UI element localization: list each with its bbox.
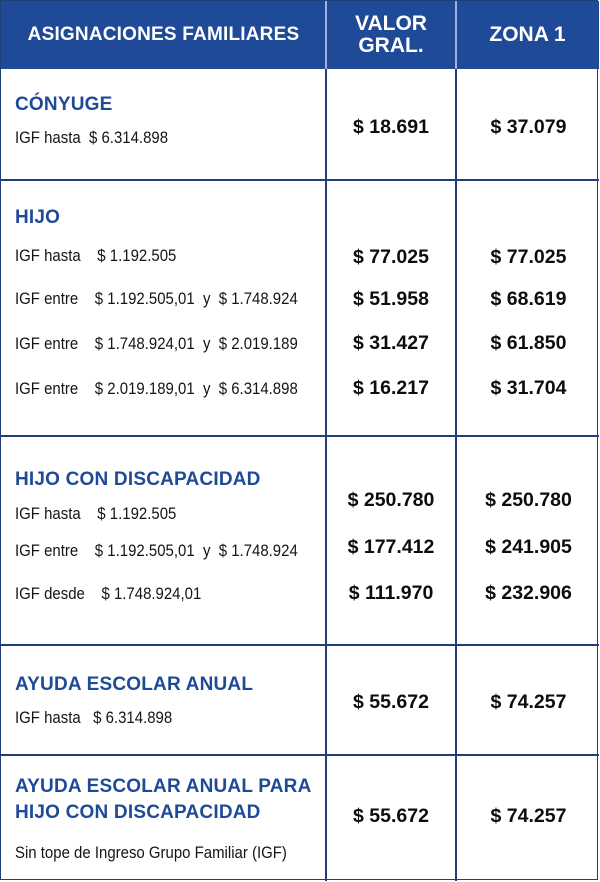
value-zona-1: $ 250.780 xyxy=(485,489,572,511)
section-title: HIJO CON DISCAPACIDAD xyxy=(15,469,261,490)
header-zona-1: ZONA 1 xyxy=(489,23,566,46)
value-general: $ 111.970 xyxy=(348,582,434,604)
section-title xyxy=(15,774,312,826)
row-description: IGF entre $ 1.748.924,01 y $ 2.019.189 xyxy=(15,334,298,353)
row-description: IGF hasta $ 1.192.505 xyxy=(15,246,177,265)
value-zona-1: $ 241.905 xyxy=(485,536,572,558)
value-general: $ 31.427 xyxy=(353,332,429,354)
header-valor-line2: GRAL. xyxy=(358,34,424,57)
value-general: $ 55.672 xyxy=(353,691,429,713)
row-divider xyxy=(1,754,599,756)
value-zona-1: $ 77.025 xyxy=(490,246,567,268)
value-zona-1: $ 232.906 xyxy=(485,582,572,604)
section-title: CÓNYUGE xyxy=(15,94,113,115)
value-general: $ 51.958 xyxy=(353,288,429,310)
row-description: IGF hasta $ 1.192.505 xyxy=(15,504,177,523)
value-zona-1: $ 31.704 xyxy=(490,377,567,399)
value-general: $ 16.217 xyxy=(353,377,429,399)
value-zona-1: $ 68.619 xyxy=(490,288,567,310)
value-zona-1: $ 74.257 xyxy=(490,805,567,827)
value-zona-1: $ 61.850 xyxy=(490,332,567,354)
value-general: $ 250.780 xyxy=(347,489,435,511)
section-title-line2: HIJO CON DISCAPACIDAD xyxy=(15,802,261,823)
row-divider xyxy=(1,435,599,437)
section-title-line1: AYUDA ESCOLAR ANUAL PARA xyxy=(15,776,312,797)
section-title: HIJO xyxy=(15,207,61,228)
row-description: IGF hasta $ 6.314.898 xyxy=(15,708,173,727)
value-general: $ 55.672 xyxy=(353,805,429,827)
row-description: IGF entre $ 2.019.189,01 y $ 6.314.898 xyxy=(15,379,298,398)
row-description: IGF desde $ 1.748.924,01 xyxy=(15,584,202,603)
value-zona-1: $ 37.079 xyxy=(490,116,567,138)
header-valor-general xyxy=(326,1,456,69)
table-header xyxy=(1,1,599,69)
value-general: $ 177.412 xyxy=(347,536,435,558)
row-description: Sin tope de Ingreso Grupo Familiar (IGF) xyxy=(15,843,287,862)
header-asignaciones: ASIGNACIONES FAMILIARES xyxy=(27,24,300,45)
value-general: $ 77.025 xyxy=(353,246,429,268)
row-description: IGF entre $ 1.192.505,01 y $ 1.748.924 xyxy=(15,541,298,560)
row-divider xyxy=(1,179,599,181)
header-valor-line1: VALOR xyxy=(355,12,427,35)
row-description: IGF hasta $ 6.314.898 xyxy=(15,128,169,147)
row-divider xyxy=(1,644,599,646)
column-divider xyxy=(325,69,327,881)
section-title: AYUDA ESCOLAR ANUAL xyxy=(15,674,254,695)
column-divider xyxy=(455,69,457,881)
row-description: IGF entre $ 1.192.505,01 y $ 1.748.924 xyxy=(15,289,298,308)
value-zona-1: $ 74.257 xyxy=(490,691,567,713)
value-general: $ 18.691 xyxy=(353,116,429,138)
